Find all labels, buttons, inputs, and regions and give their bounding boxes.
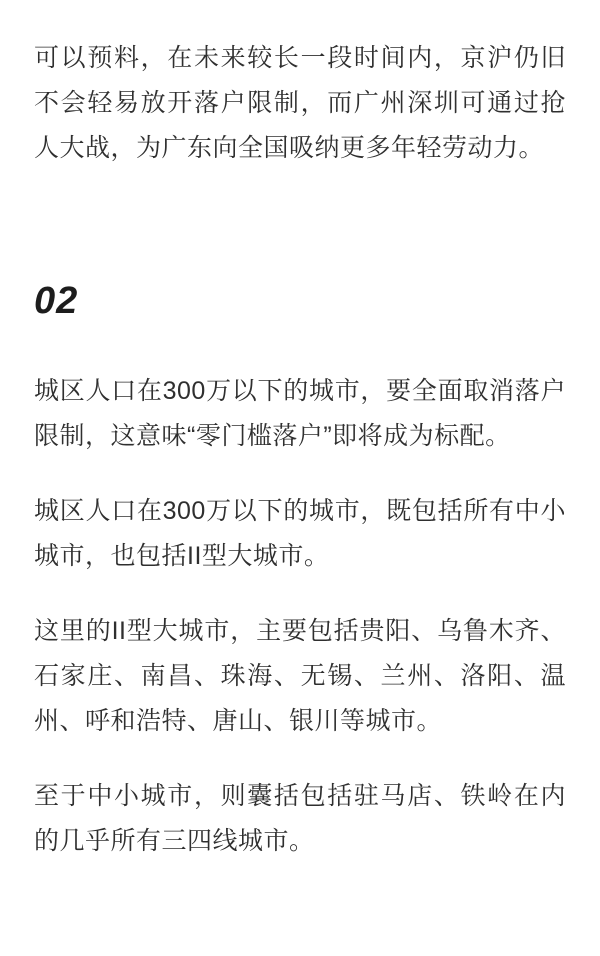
section-spacer-bottom bbox=[34, 323, 566, 369]
section-spacer-top bbox=[34, 171, 566, 279]
paragraph-body-1: 城区人口在300万以下的城市，要全面取消落户限制，这意味“零门槛落户”即将成为标配。 bbox=[34, 377, 566, 450]
paragraph-body-2: 城区人口在300万以下的城市，既包括所有中小城市，也包括II型大城市。 bbox=[34, 497, 566, 570]
section-number-heading: 02 bbox=[34, 280, 79, 322]
paragraph-body-4: 至于中小城市，则囊括包括驻马店、铁岭在内的几乎所有三四线城市。 bbox=[34, 782, 566, 855]
paragraph-body-3: 这里的II型大城市，主要包括贵阳、乌鲁木齐、石家庄、南昌、珠海、无锡、兰州、洛阳、温州、呼和浩特、唐山、银川等城市。 bbox=[34, 617, 566, 735]
paragraph-intro: 可以预料，在未来较长一段时间内，京沪仍旧不会轻易放开落户限制，而广州深圳可通过抢人大战，为广东向全国吸纳更多年轻劳动力。 bbox=[34, 44, 566, 162]
